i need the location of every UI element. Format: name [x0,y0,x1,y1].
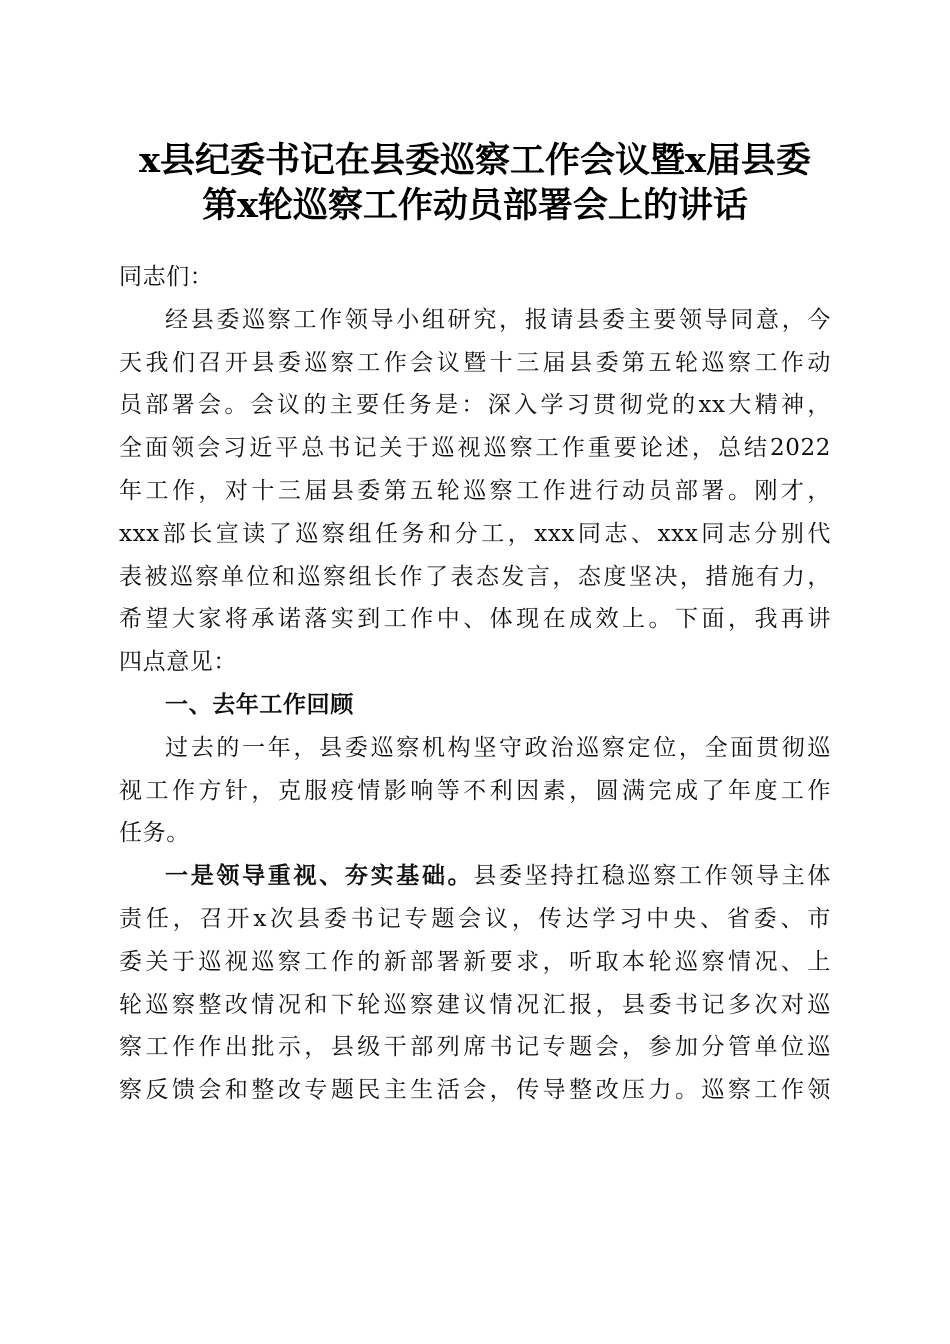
paragraph-line: 察工作作出批示，县级干部列席书记专题会，参加分管单位巡 [119,1034,831,1061]
paragraph-line: 表被巡察单位和巡察组长作了表态发言，态度坚决，措施有力， [119,563,831,590]
paragraph-line: 责任，召开x次县委书记专题会议，传达学习中央、省委、市 [119,905,831,932]
document-title [60,138,890,228]
paragraph-line: 委关于巡视巡察工作的新部署新要求，听取本轮巡察情况、上 [119,948,831,975]
paragraph-line: 全面领会习近平总书记关于巡视巡察工作重要论述，总结2022 [119,435,831,462]
document-body [119,256,831,1112]
paragraph-line: xxx部长宣读了巡察组任务和分工，xxx同志、xxx同志分别代 [119,520,831,547]
paragraph-line: 轮巡察整改情况和下轮巡察建议情况汇报，县委书记多次对巡 [119,991,831,1018]
salutation: 同志们： [119,264,214,290]
paragraph-line [119,855,831,898]
paragraph-line: 任务。 [119,820,190,847]
paragraph-line: 视工作方针，克服疫情影响等不利因素，圆满完成了年度工作 [119,777,831,804]
section1-paragraph [119,727,831,855]
point1-paragraph [119,855,831,1112]
paragraph-line: 天我们召开县委巡察工作会议暨十三届县委第五轮巡察工作动 [119,349,831,376]
intro-paragraph [119,299,831,684]
title-line-1: x县纪委书记在县委巡察工作会议暨x届县委 [139,140,811,181]
title-line-2: 第x轮巡察工作动员部署会上的讲话 [202,185,748,226]
point-text: 县委坚持扛稳巡察工作领导主体 [473,863,832,890]
paragraph-line: 年工作，对十三届县委第五轮巡察工作进行动员部署。刚才， [119,477,831,504]
paragraph-line: 四点意见： [119,649,237,676]
point-lead: 一是领导重视、夯实基础。 [165,862,474,890]
section-heading: 一、去年工作回顾 [165,691,354,718]
paragraph-line: 经县委巡察工作领导小组研究，报请县委主要领导同意，今 [165,306,831,333]
paragraph-line: 员部署会。会议的主要任务是：深入学习贯彻党的xx大精神， [119,392,831,419]
paragraph-line: 过去的一年，县委巡察机构坚守政治巡察定位，全面贯彻巡 [165,734,831,761]
paragraph-line: 希望大家将承诺落实到工作中、体现在成效上。下面，我再讲 [119,606,831,633]
paragraph-line: 察反馈会和整改专题民主生活会，传导整改压力。巡察工作领 [119,1077,831,1104]
